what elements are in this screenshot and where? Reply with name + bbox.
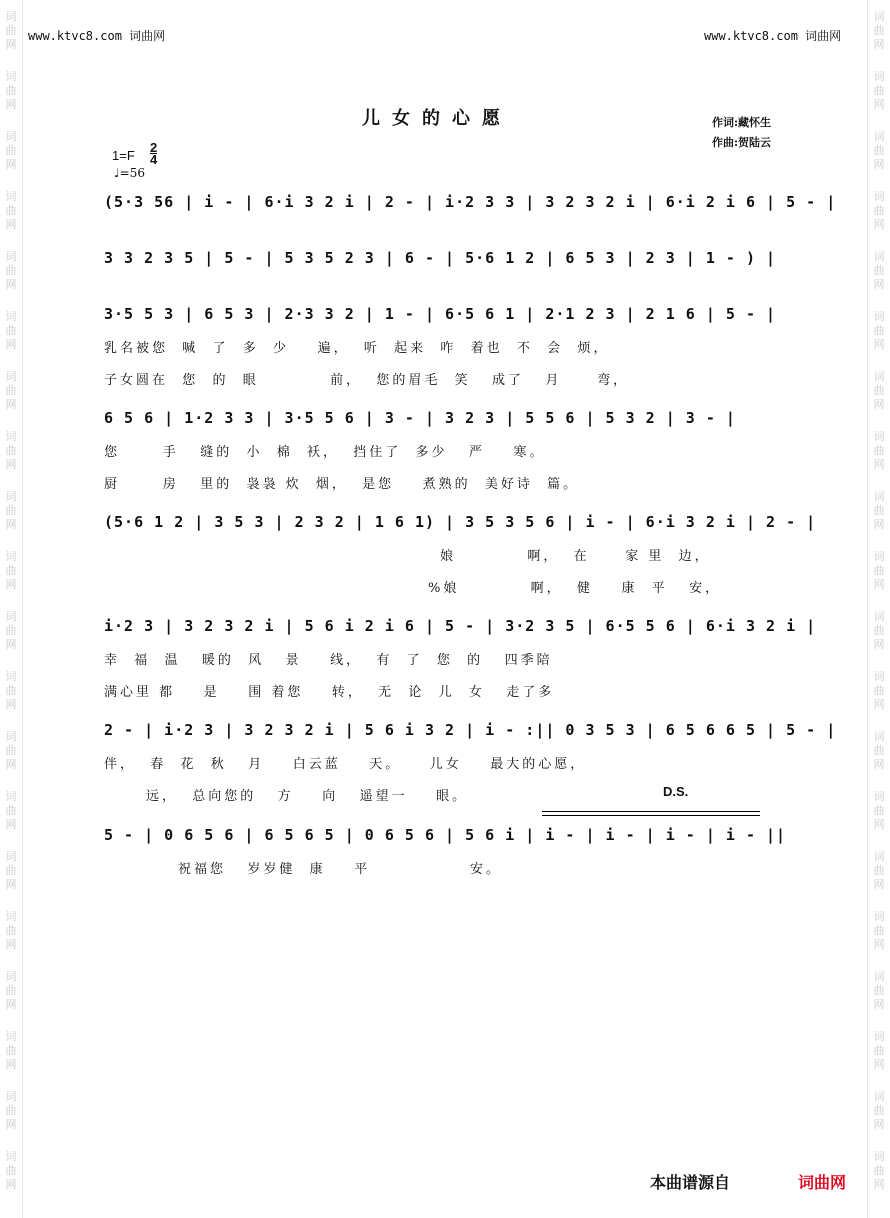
watermark-glyph: 词 (5, 250, 17, 263)
watermark-glyph: 词 (873, 970, 885, 983)
watermark-glyph: 曲 (5, 564, 17, 577)
lyric-row-5-verse-2: %娘 啊， 健 康 平 安， (428, 581, 722, 596)
watermark-glyph: 网 (5, 218, 17, 231)
watermark-glyph: 词 (5, 1030, 17, 1043)
watermark-glyph: 词 (5, 1150, 17, 1163)
watermark-glyph: 曲 (873, 24, 885, 37)
key-signature: 1=F (112, 148, 135, 163)
watermark-glyph: 曲 (5, 204, 17, 217)
watermark-glyph: 网 (5, 98, 17, 111)
watermark-glyph: 曲 (873, 504, 885, 517)
lyric-row-6-verse-2: 满心里 都 是 围 着您 转， 无 论 儿 女 走了多 (104, 685, 555, 700)
watermark-glyph: 词 (873, 250, 885, 263)
watermark-glyph: 词 (5, 1090, 17, 1103)
watermark-glyph: 词 (873, 850, 885, 863)
watermark-glyph: 网 (5, 1178, 17, 1191)
lyric-row-5-verse-1: 娘 啊， 在 家 里 边， (440, 549, 711, 564)
watermark-glyph: 词 (5, 130, 17, 143)
watermark-glyph: 网 (873, 98, 885, 111)
meter-bottom: 4 (150, 152, 158, 167)
watermark-glyph: 网 (5, 158, 17, 171)
site-header-left: www.ktvc8.com 词曲网 (28, 29, 166, 43)
watermark-glyph: 网 (873, 38, 885, 51)
watermark-glyph: 词 (873, 790, 885, 803)
watermark-glyph: 词 (873, 190, 885, 203)
watermark-glyph: 词 (5, 10, 17, 23)
watermark-glyph: 网 (5, 1118, 17, 1131)
watermark-glyph: 曲 (873, 144, 885, 157)
watermark-glyph: 网 (873, 278, 885, 291)
watermark-glyph: 曲 (5, 144, 17, 157)
footer-source-label: 本曲谱源自 (650, 1175, 731, 1192)
watermark-glyph: 网 (873, 638, 885, 651)
watermark-glyph: 词 (5, 670, 17, 683)
watermark-glyph: 词 (873, 130, 885, 143)
score-row-6: i·2 3 | 3 2 3 2 i | 5 6 i 2 i 6 | 5 - | 3·2 3 5 | 6·5 5 6 | 6·i 3 2 i | (104, 617, 817, 635)
watermark-glyph: 词 (873, 550, 885, 563)
watermark-glyph: 曲 (5, 504, 17, 517)
watermark-glyph: 词 (873, 670, 885, 683)
watermark-glyph: 词 (5, 910, 17, 923)
watermark-glyph: 词 (5, 310, 17, 323)
lyric-row-7-verse-2: 远， 总向您的 方 向 遥望一 眼。 (146, 789, 469, 804)
watermark-glyph: 词 (5, 970, 17, 983)
lyric-row-4-verse-1: 您 手 缝的 小 棉 袄， 挡住了 多少 严 寒。 (104, 445, 546, 460)
watermark-glyph: 词 (5, 190, 17, 203)
watermark-glyph: 曲 (5, 84, 17, 97)
lyricist-credit: 作词:藏怀生 (712, 116, 772, 129)
watermark-glyph: 曲 (873, 84, 885, 97)
watermark-glyph: 曲 (5, 1164, 17, 1177)
score-row-2: 3 3 2 3 5 | 5 - | 5 3 5 2 3 | 6 - | 5·6 1 2 | 6 5 3 | 2 3 | 1 - ) | (104, 249, 777, 267)
watermark-glyph: 曲 (873, 864, 885, 877)
watermark-glyph: 网 (873, 518, 885, 531)
watermark-glyph: 词 (873, 70, 885, 83)
score-row-3: 3·5 5 3 | 6 5 3 | 2·3 3 2 | 1 - | 6·5 6 1 | 2·1 2 3 | 2 1 6 | 5 - | (104, 305, 777, 323)
watermark-glyph: 网 (873, 938, 885, 951)
watermark-glyph: 曲 (5, 1104, 17, 1117)
watermark-glyph: 网 (5, 518, 17, 531)
watermark-glyph: 词 (873, 430, 885, 443)
right-watermark-strip (867, 0, 890, 1218)
watermark-glyph: 词 (873, 910, 885, 923)
watermark-glyph: 曲 (873, 624, 885, 637)
watermark-glyph: 曲 (873, 264, 885, 277)
watermark-glyph: 曲 (5, 1044, 17, 1057)
watermark-glyph: 网 (873, 158, 885, 171)
watermark-glyph: 曲 (873, 564, 885, 577)
watermark-glyph: 曲 (5, 24, 17, 37)
tempo-marking: ♩=56 (114, 166, 145, 180)
watermark-glyph: 曲 (5, 744, 17, 757)
score-row-1: (5·3 56 | i - | 6·i 3 2 i | 2 - | i·2 3 3 | 3 2 3 2 i | 6·i 2 i 6 | 5 - | (104, 193, 837, 211)
score-row-7: 2 - | i·2 3 | 3 2 3 2 i | 5 6 i 3 2 | i - :|| 0 3 5 3 | 6 5 6 6 5 | 5 - | (104, 721, 837, 739)
watermark-glyph: 曲 (873, 324, 885, 337)
watermark-glyph: 网 (5, 998, 17, 1011)
watermark-glyph: 网 (5, 338, 17, 351)
watermark-glyph: 词 (873, 1150, 885, 1163)
watermark-glyph: 网 (5, 818, 17, 831)
watermark-glyph: 曲 (5, 924, 17, 937)
watermark-glyph: 曲 (873, 984, 885, 997)
song-title: 儿女的心愿 (362, 108, 512, 129)
watermark-glyph: 词 (873, 10, 885, 23)
watermark-glyph: 网 (873, 1118, 885, 1131)
watermark-glyph: 网 (873, 818, 885, 831)
lyric-row-3-verse-2: 子女圆在 您 的 眼 前， 您的眉毛 笑 成了 月 弯， (104, 373, 630, 388)
score-row-8: 5 - | 0 6 5 6 | 6 5 6 5 | 0 6 5 6 | 5 6 i | i - | i - | i - | i - || (104, 826, 787, 844)
final-ending-bracket (542, 811, 760, 816)
watermark-glyph: 曲 (5, 804, 17, 817)
watermark-glyph: 网 (5, 878, 17, 891)
watermark-glyph: 词 (873, 610, 885, 623)
watermark-glyph: 词 (5, 490, 17, 503)
watermark-glyph: 词 (873, 730, 885, 743)
watermark-glyph: 曲 (873, 204, 885, 217)
watermark-glyph: 网 (5, 938, 17, 951)
watermark-glyph: 网 (5, 398, 17, 411)
watermark-glyph: 曲 (873, 444, 885, 457)
watermark-glyph: 词 (873, 1090, 885, 1103)
lyric-row-6-verse-1: 幸 福 温 暖的 风 景 线， 有 了 您 的 四季陪 (104, 653, 553, 668)
watermark-glyph: 曲 (873, 1104, 885, 1117)
watermark-glyph: 网 (873, 338, 885, 351)
watermark-glyph: 曲 (5, 324, 17, 337)
meter-top: 2 (150, 140, 158, 155)
lyric-row-8: 祝福您 岁岁健 康 平 安。 (178, 862, 503, 877)
watermark-glyph: 词 (873, 1030, 885, 1043)
lyric-row-7-verse-1: 伴， 春 花 秋 月 白云蓝 天。 儿女 最大的心愿， (104, 757, 587, 772)
watermark-glyph: 曲 (873, 684, 885, 697)
watermark-glyph: 曲 (5, 624, 17, 637)
watermark-glyph: 词 (873, 370, 885, 383)
watermark-glyph: 网 (873, 758, 885, 771)
watermark-glyph: 网 (873, 218, 885, 231)
watermark-glyph: 网 (873, 878, 885, 891)
lyric-row-4-verse-2: 厨 房 里的 袅袅 炊 烟， 是您 煮熟的 美好诗 篇。 (104, 477, 580, 492)
watermark-glyph: 曲 (873, 1164, 885, 1177)
watermark-glyph: 词 (5, 610, 17, 623)
watermark-glyph: 网 (5, 698, 17, 711)
watermark-glyph: 曲 (5, 864, 17, 877)
watermark-glyph: 网 (873, 458, 885, 471)
watermark-glyph: 网 (873, 998, 885, 1011)
watermark-glyph: 词 (5, 430, 17, 443)
score-row-4: 6 5 6 | 1·2 3 3 | 3·5 5 6 | 3 - | 3 2 3 | 5 5 6 | 5 3 2 | 3 - | (104, 409, 736, 427)
watermark-glyph: 曲 (873, 744, 885, 757)
watermark-glyph: 曲 (873, 1044, 885, 1057)
watermark-glyph: 词 (873, 490, 885, 503)
watermark-glyph: 网 (873, 1178, 885, 1191)
site-header-right: www.ktvc8.com 词曲网 (704, 29, 842, 43)
watermark-glyph: 网 (5, 758, 17, 771)
watermark-glyph: 词 (5, 790, 17, 803)
lyric-row-3-verse-1: 乳名被您 喊 了 多 少 遍， 听 起来 咋 着也 不 会 烦， (104, 341, 610, 356)
watermark-glyph: 网 (5, 638, 17, 651)
score-row-5: (5·6 1 2 | 3 5 3 | 2 3 2 | 1 6 1) | 3 5 3 5 6 | i - | 6·i 3 2 i | 2 - | (104, 513, 817, 531)
watermark-glyph: 网 (873, 578, 885, 591)
watermark-glyph: 词 (5, 370, 17, 383)
watermark-glyph: 曲 (5, 984, 17, 997)
watermark-glyph: 网 (5, 458, 17, 471)
footer-site-link[interactable]: 词曲网 (798, 1175, 847, 1192)
watermark-glyph: 词 (5, 70, 17, 83)
watermark-glyph: 曲 (873, 384, 885, 397)
watermark-glyph: 曲 (5, 264, 17, 277)
time-signature (150, 142, 157, 165)
dal-segno-marking: D.S. (663, 784, 689, 799)
watermark-glyph: 曲 (873, 804, 885, 817)
watermark-glyph: 网 (5, 38, 17, 51)
watermark-glyph: 曲 (5, 384, 17, 397)
watermark-glyph: 词 (5, 550, 17, 563)
watermark-glyph: 曲 (873, 924, 885, 937)
watermark-glyph: 网 (5, 278, 17, 291)
watermark-glyph: 网 (873, 1058, 885, 1071)
watermark-glyph: 曲 (5, 684, 17, 697)
watermark-glyph: 网 (873, 698, 885, 711)
watermark-glyph: 曲 (5, 444, 17, 457)
composer-credit: 作曲:贺陆云 (712, 136, 772, 149)
watermark-glyph: 词 (5, 850, 17, 863)
watermark-glyph: 网 (5, 578, 17, 591)
watermark-glyph: 网 (5, 1058, 17, 1071)
watermark-glyph: 词 (5, 730, 17, 743)
left-watermark-strip (0, 0, 23, 1218)
watermark-glyph: 词 (873, 310, 885, 323)
watermark-glyph: 网 (873, 398, 885, 411)
